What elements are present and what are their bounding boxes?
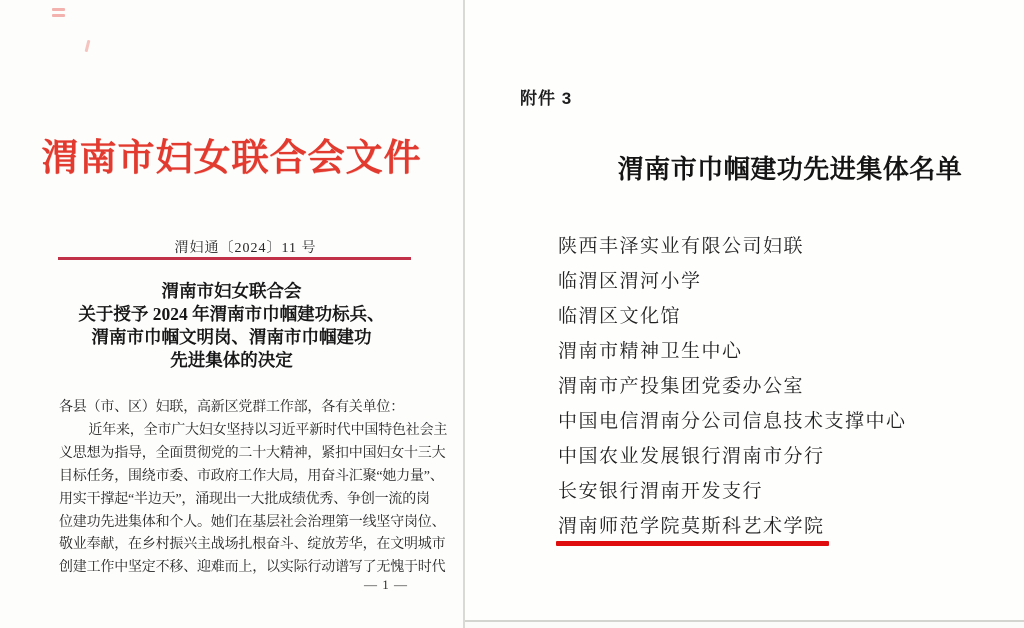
list-item: 渭南市精神卫生中心 — [558, 341, 743, 362]
list-title: 渭南市巾帼建功先进集体名单 — [617, 155, 963, 184]
body-line: 目标任务，围绕市委、市政府工作大局，用奋斗汇聚“她力量”、 — [59, 468, 444, 484]
list-item: 中国农业发展银行渭南市分行 — [558, 446, 825, 467]
awardee-list — [558, 229, 907, 544]
document-heading — [0, 280, 463, 372]
page-number: — 1 — — [364, 577, 408, 592]
list-item: 临渭区文化馆 — [558, 306, 682, 327]
heading-line: 渭南市妇女联合会 — [161, 281, 302, 301]
heading-line: 先进集体的决定 — [170, 350, 293, 370]
body-paragraph — [59, 397, 448, 580]
red-underline — [556, 541, 829, 546]
list-item: 陕西丰泽实业有限公司妇联 — [558, 236, 805, 257]
left-page — [0, 0, 463, 628]
red-divider-rule — [58, 257, 411, 260]
salutation-line: 各县（市、区）妇联，高新区党群工作部，各有关单位： — [59, 400, 404, 415]
highlighted-list-item: 渭南师范学院莫斯科艺术学院 — [558, 516, 825, 537]
org-title: 渭南市妇女联合会文件 — [41, 138, 422, 179]
list-item: 长安银行渭南开发支行 — [558, 481, 764, 502]
list-item: 渭南市产投集团党委办公室 — [558, 376, 805, 397]
right-page — [465, 0, 1024, 622]
body-line: 用实干撑起“半边天”，涌现出一大批成绩优秀、争创一流的岗 — [59, 491, 430, 507]
body-line: 义思想为指导，全面贯彻党的二十大精神，紧扣中国妇女十三大 — [59, 445, 446, 461]
attachment-label: 附件 3 — [520, 89, 573, 108]
body-line: 近年来，全市广大妇女坚持以习近平新时代中国特色社会主 — [88, 422, 448, 438]
list-item: 临渭区渭河小学 — [558, 271, 702, 292]
body-line: 创建工作中坚定不移、迎难而上，以实际行动谱写了无愧于时代 — [59, 560, 446, 576]
list-item: 中国电信渭南分公司信息技术支撑中心 — [558, 411, 907, 432]
doc-number: 渭妇通〔2024〕11 号 — [174, 241, 317, 256]
body-line: 位建功先进集体和个人。她们在基层社会治理第一线坚守岗位、 — [59, 514, 446, 530]
heading-line: 渭南市巾帼文明岗、渭南市巾帼建功 — [91, 327, 372, 347]
heading-line: 关于授予 2024 年渭南市巾帼建功标兵、 — [78, 304, 385, 324]
scan-artifact — [85, 40, 91, 52]
body-line: 敬业奉献，在乡村振兴主战场扎根奋斗、绽放芳华，在文明城市 — [59, 537, 446, 553]
scan-artifact — [52, 8, 65, 11]
